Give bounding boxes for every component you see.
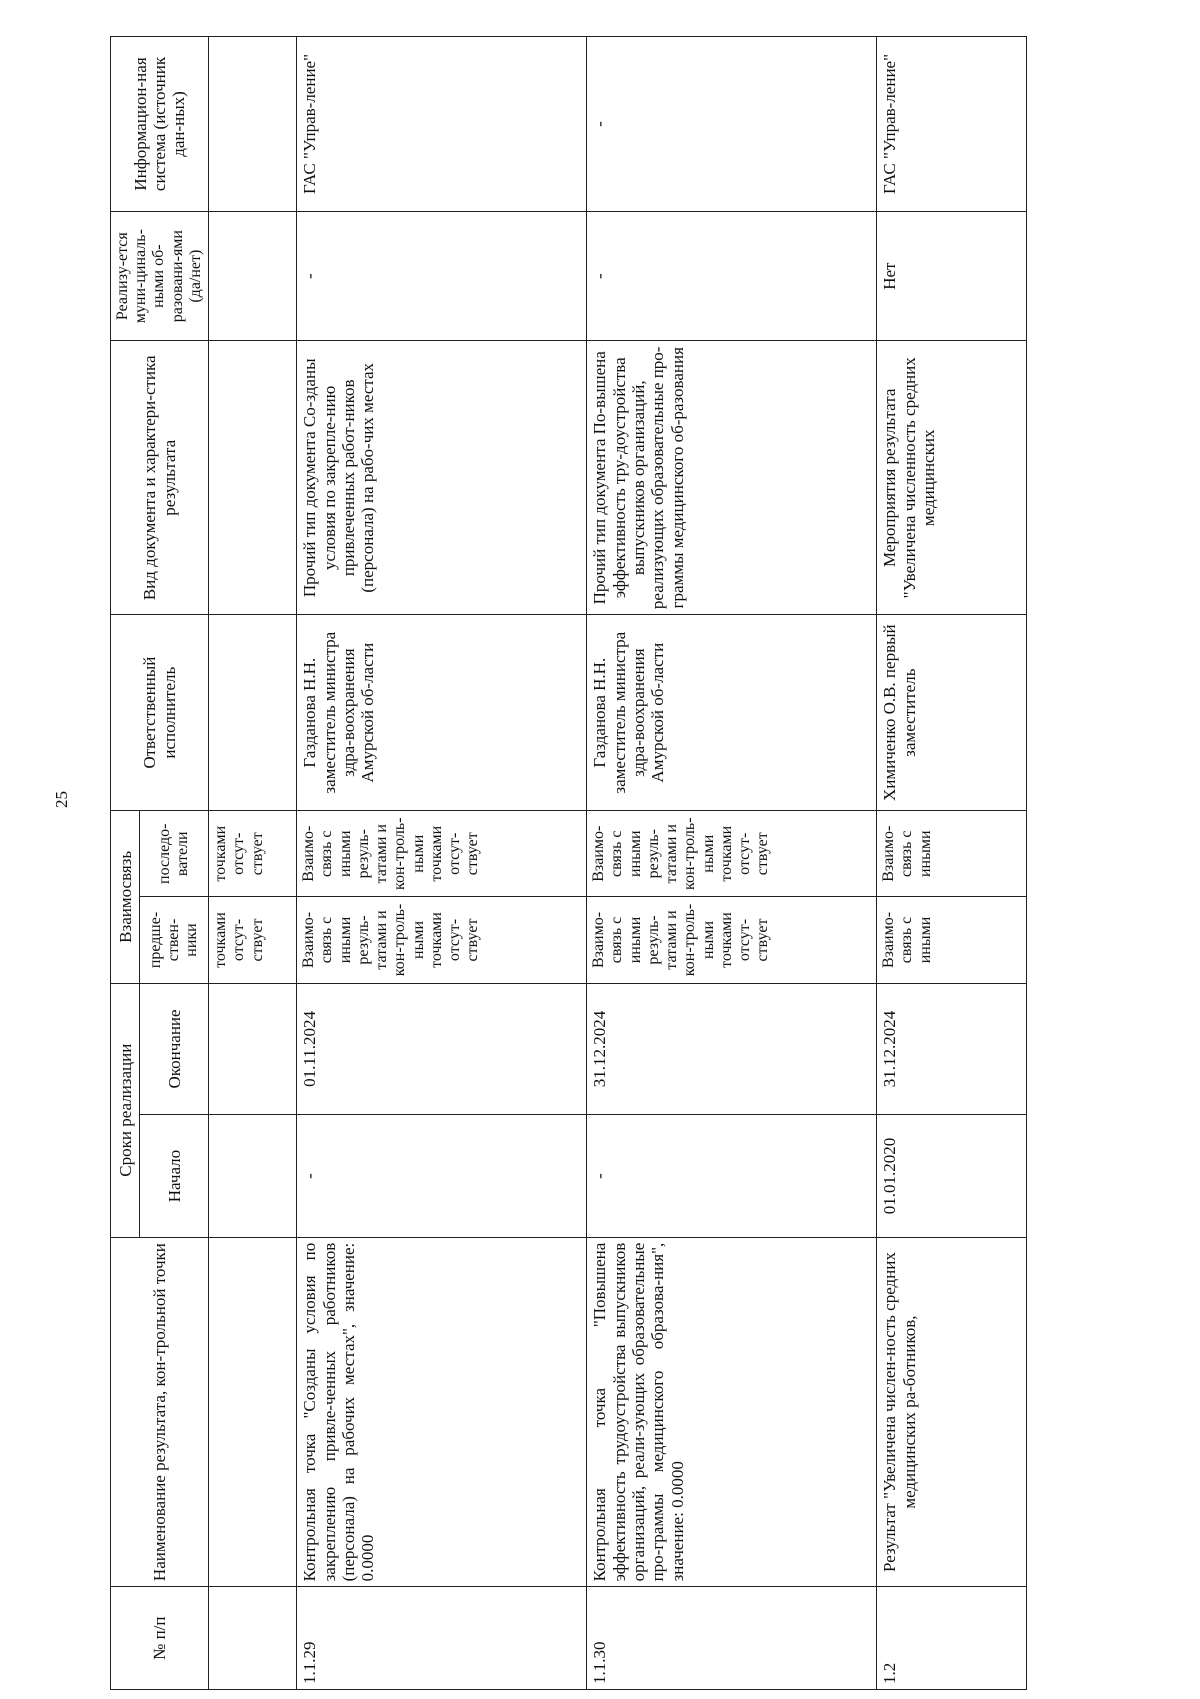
header-successors: последо-ватели	[140, 811, 209, 897]
cell-empty	[209, 37, 297, 212]
cell-responsible: Химиченко О.В. первый заместитель	[877, 615, 1027, 811]
cell-name: Контрольная точка "Повышена эффективность трудоустройства выпускников организаций, реали-зующих образовательные про-граммы медицинского образова-ния", значение: 0.0000	[587, 1237, 877, 1587]
header-end: Окончание	[140, 983, 209, 1115]
cell-start: -	[587, 1115, 877, 1237]
header-doc-type: Вид документа и характери-стика результата	[111, 341, 209, 615]
cell-empty	[209, 983, 297, 1115]
header-start: Начало	[140, 1115, 209, 1237]
cell-empty	[209, 1115, 297, 1237]
cell-name: Результат "Увеличена числен-ность средних медицинских ра-ботников,	[877, 1237, 1027, 1587]
cell-start: 01.01.2020	[877, 1115, 1027, 1237]
cell-predecessors: Взаимо-связь с иными резуль-татами и кон-троль-ными точками отсут-ствует	[587, 897, 877, 983]
header-responsible: Ответственный исполнитель	[111, 615, 209, 811]
table-row	[587, 37, 877, 1690]
table-row	[877, 37, 1027, 1690]
cell-empty	[209, 1237, 297, 1587]
header-relation: Взаимосвязь	[111, 811, 140, 984]
header-num: № п/п	[111, 1587, 209, 1690]
header-info-system: Информацион-ная система (источник дан-ных)	[111, 37, 209, 212]
cell-info-system: ГАС "Управ-ление"	[877, 37, 1027, 212]
header-terms: Сроки реализации	[111, 983, 140, 1237]
cell-doc-type: Мероприятия результата "Увеличена численность средних медицинских	[877, 341, 1027, 615]
cell-info-system: -	[587, 37, 877, 212]
cell-end: 31.12.2024	[877, 983, 1027, 1115]
cell-empty	[209, 341, 297, 615]
cell-predecessors: Взаимо-связь с иными	[877, 897, 1027, 983]
cell-predecessors: точками отсут-ствует	[209, 897, 297, 983]
cell-doc-type: Прочий тип документа По-вышена эффективность тру-доустройства выпускников организаций, реализующих образовательные про-граммы медицинского об-разования	[587, 341, 877, 615]
cell-successors: Взаимо-связь с иными	[877, 811, 1027, 897]
cell-successors: Взаимо-связь с иными резуль-татами и кон-троль-ными точками отсут-ствует	[297, 811, 587, 897]
cell-empty	[209, 211, 297, 340]
header-name: Наименование результата, кон-трольной точки	[111, 1237, 209, 1587]
cell-successors: Взаимо-связь с иными резуль-татами и кон-троль-ными точками отсут-ствует	[587, 811, 877, 897]
cell-num: 1.1.30	[587, 1587, 877, 1690]
document-table-frame	[110, 36, 1070, 1690]
cell-end: 01.11.2024	[297, 983, 587, 1115]
cell-municipal: -	[297, 211, 587, 340]
cell-successors: точками отсут-ствует	[209, 811, 297, 897]
cell-responsible: Газданова Н.Н. заместитель министра здра-воохранения Амурской об-ласти	[297, 615, 587, 811]
cell-municipal: Нет	[877, 211, 1027, 340]
cell-predecessors: Взаимо-связь с иными резуль-татами и кон-троль-ными точками отсут-ствует	[297, 897, 587, 983]
header-municipal: Реализу-ется муни-циналь-ными об-разовани-ями (да/нет)	[111, 211, 209, 340]
cell-empty	[209, 615, 297, 811]
cell-start: -	[297, 1115, 587, 1237]
results-table	[110, 36, 1027, 1690]
cell-num: 1.2	[877, 1587, 1027, 1690]
table-row	[297, 37, 587, 1690]
cell-empty	[209, 1587, 297, 1690]
table-row-carryover	[209, 37, 297, 1690]
cell-info-system: ГАС "Управ-ление"	[297, 37, 587, 212]
header-predecessors: предше-ствен-ники	[140, 897, 209, 983]
cell-end: 31.12.2024	[587, 983, 877, 1115]
page-number: 25	[52, 791, 71, 808]
cell-responsible: Газданова Н.Н. заместитель министра здра-воохранения Амурской об-ласти	[587, 615, 877, 811]
cell-doc-type: Прочий тип документа Со-зданы условия по закрепле-нию привлеченных работ-ников (персонала) на рабо-чих местах	[297, 341, 587, 615]
cell-num: 1.1.29	[297, 1587, 587, 1690]
cell-municipal: -	[587, 211, 877, 340]
cell-name: Контрольная точка "Созданы условия по закреплению привле-ченных работников (персонала) на рабочих местах", значение: 0.0000	[297, 1237, 587, 1587]
